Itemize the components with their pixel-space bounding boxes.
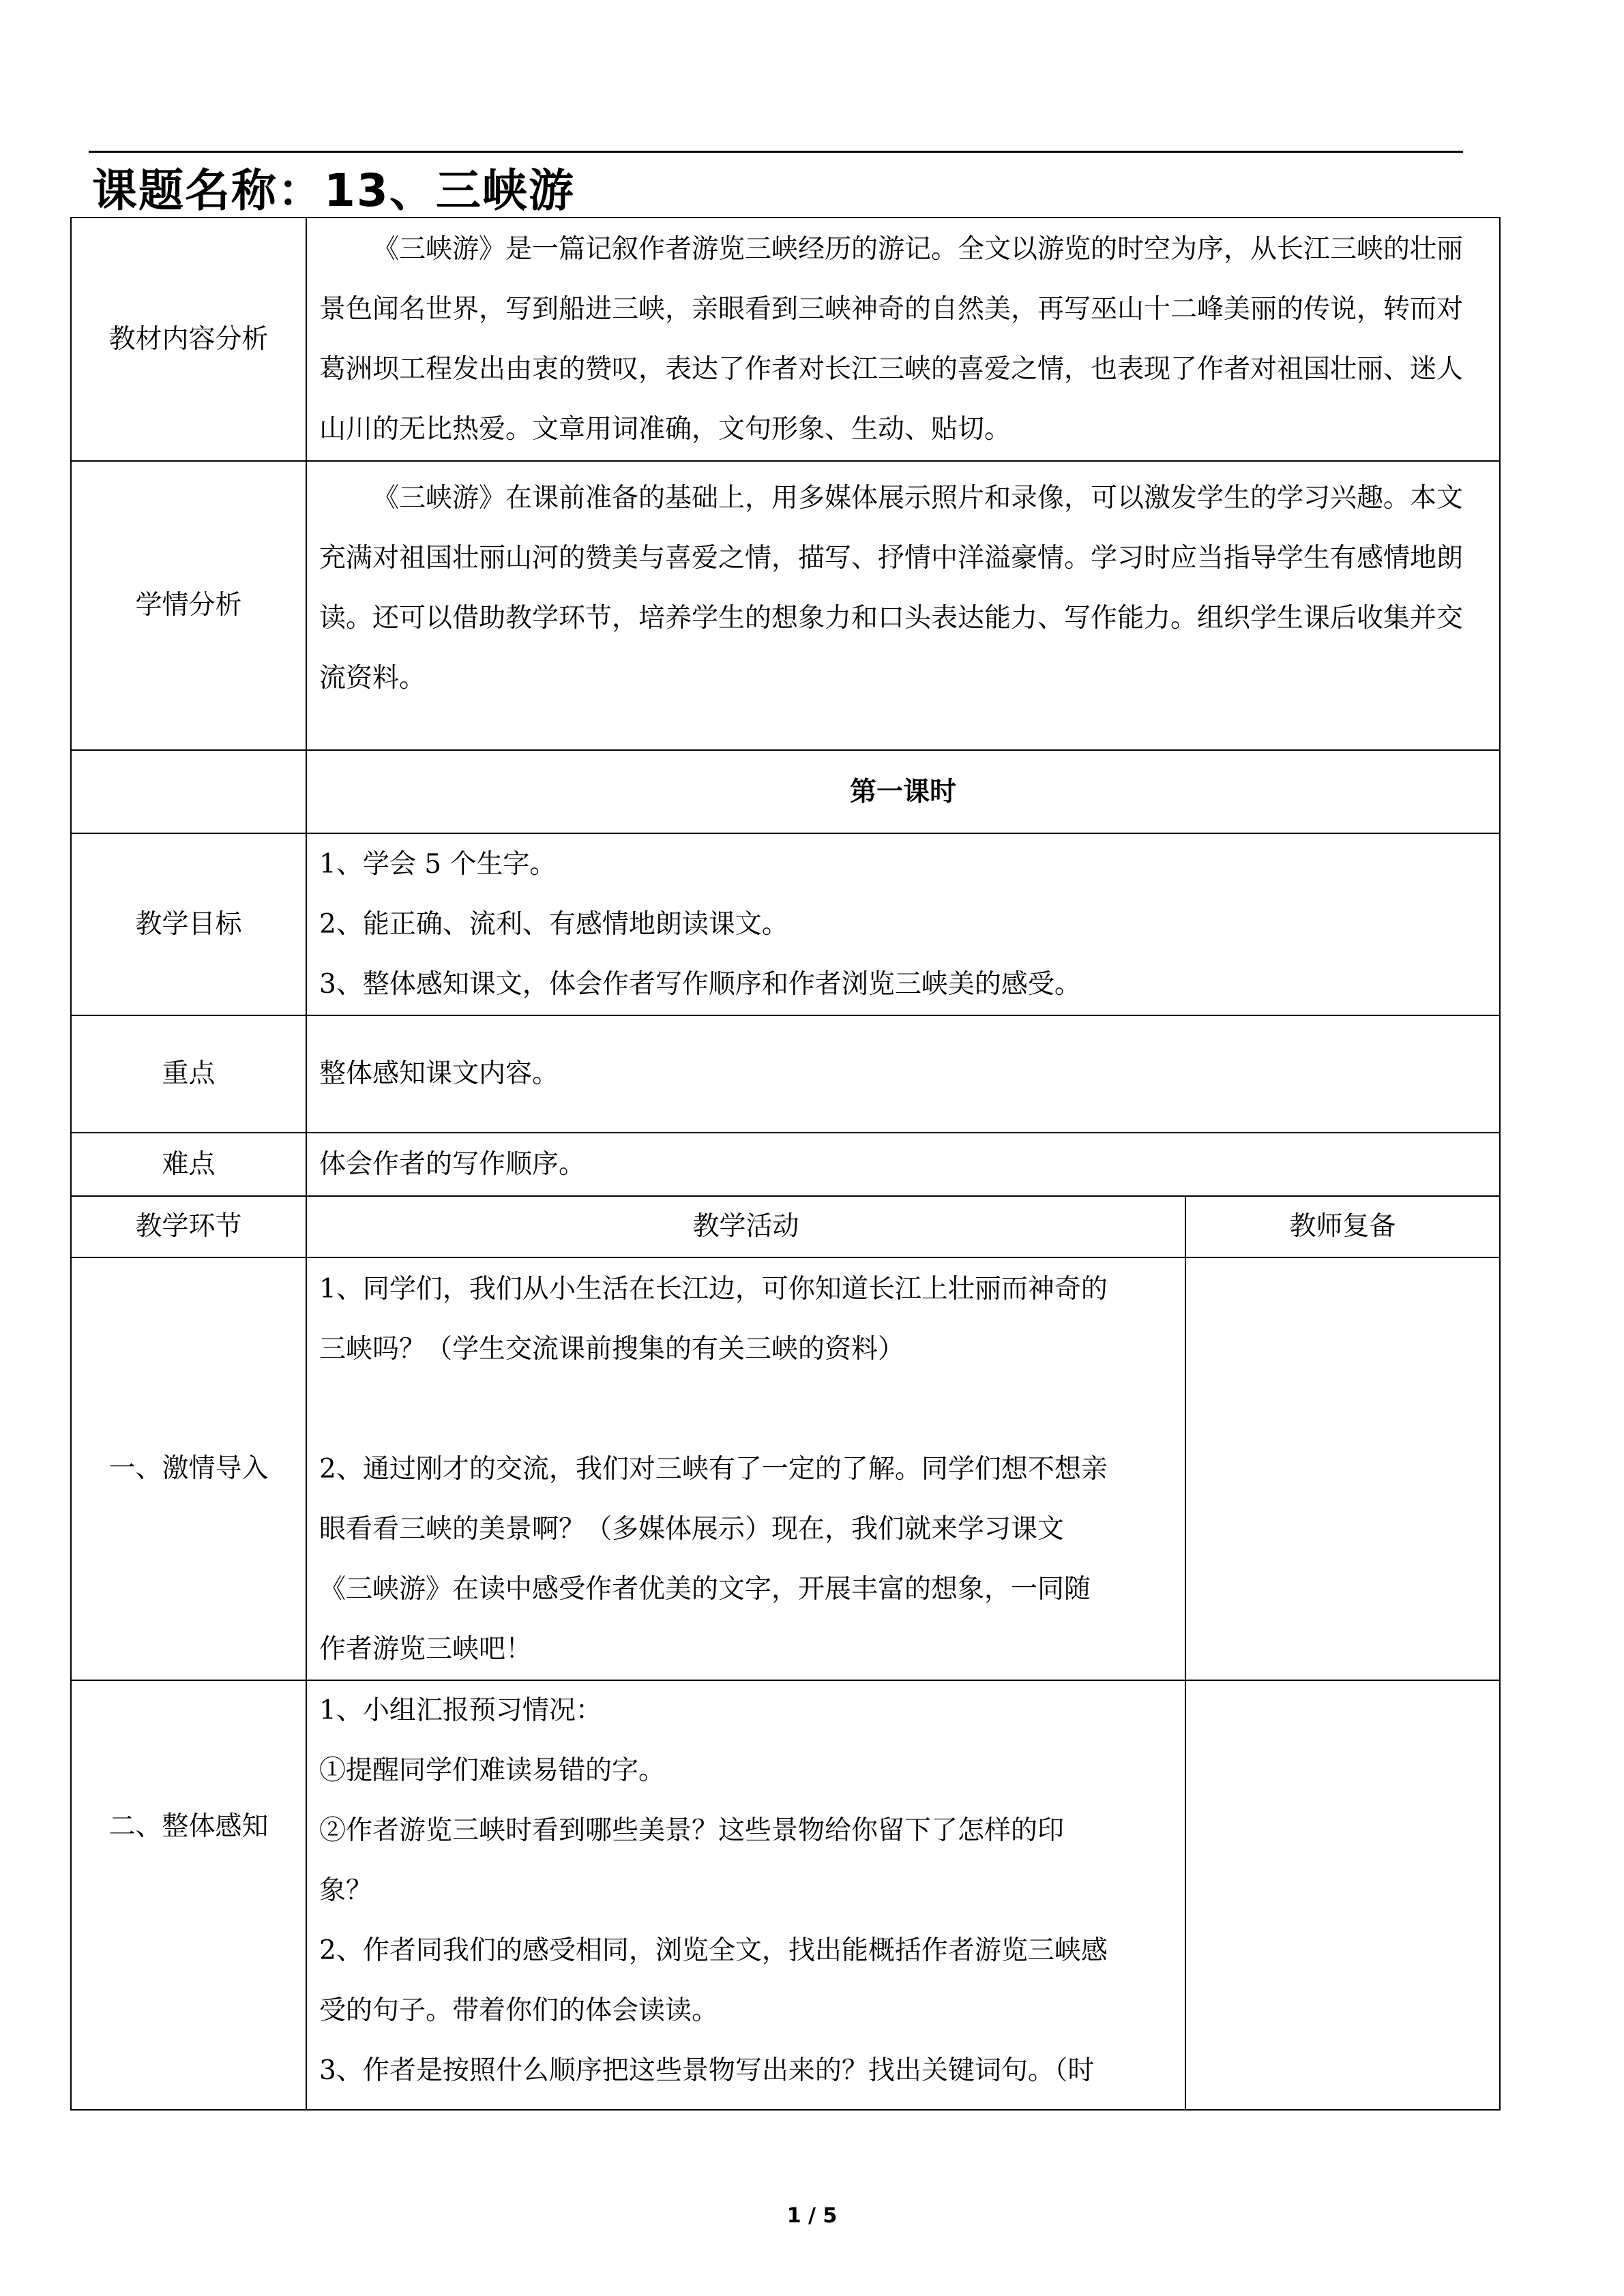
lesson-row (71, 750, 1500, 833)
stage-activity (306, 1257, 1185, 1680)
lesson-title: 第一课时 (306, 750, 1500, 833)
lesson-plan-table (70, 217, 1501, 2111)
header-rule (89, 151, 1463, 153)
activity-line: 3、作者是按照什么顺序把这些景物写出来的？找出关键词句。（时 (319, 2055, 1095, 2086)
column-header-notes: 教师复备 (1185, 1196, 1500, 1257)
goals-row (71, 833, 1500, 1015)
goals-label: 教学目标 (71, 833, 306, 1015)
page-title: 课题名称：13、三峡游 (92, 164, 575, 217)
activity-line: 《三峡游》在读中感受作者优美的文字，开展丰富的想象，一同随 (319, 1574, 1091, 1605)
activity-line: 1、同学们，我们从小生活在长江边，可你知道长江上壮丽而神奇的 (319, 1274, 1108, 1304)
lesson-label (71, 750, 306, 833)
page-number: 1 / 5 (786, 2204, 838, 2228)
stage-label: 二、整体感知 (71, 1680, 306, 2110)
analysis-text: 《三峡游》是一篇记叙作者游览三峡经历的游记。全文以游览的时空为序，从长江三峡的壮丽景色闻名世界，写到船进三峡，亲眼看到三峡神奇的自然美，再写巫山十二峰美丽的传说，转而对葛洲坝工程发出由衷的赞叹，表达了作者对长江三峡的喜爱之情，也表现了作者对祖国壮丽、迷人山川的无比热爱。文章用词准确，文句形象、生动、贴切。 (306, 218, 1500, 461)
column-header-row (71, 1196, 1500, 1257)
activity-line: ①提醒同学们难读易错的字。 (319, 1755, 666, 1786)
goal-item: 1、学会 5 个生字。 (319, 848, 557, 880)
students-row (71, 461, 1500, 750)
activity-line: 受的句子。带着你们的体会读读。 (319, 1995, 719, 2026)
analysis-row (71, 218, 1500, 461)
activity-line: 作者游览三峡吧！ (319, 1634, 533, 1665)
activity-line: 眼看看三峡的美景啊？（多媒体展示）现在，我们就来学习课文 (319, 1514, 1065, 1545)
stage-label: 一、激情导入 (71, 1257, 306, 1680)
key-row (71, 1015, 1500, 1133)
goal-item: 3、整体感知课文，体会作者写作顺序和作者浏览三峡美的感受。 (319, 968, 1081, 1000)
goals-list (306, 833, 1500, 1015)
activity-line: 2、作者同我们的感受相同，浏览全文，找出能概括作者游览三峡感 (319, 1935, 1108, 1966)
analysis-label: 教材内容分析 (71, 218, 306, 461)
column-header-activity: 教学活动 (306, 1196, 1185, 1257)
stage-notes (1185, 1680, 1500, 2110)
stage-row (71, 1680, 1500, 2110)
students-text: 《三峡游》在课前准备的基础上，用多媒体展示照片和录像，可以激发学生的学习兴趣。本文充满对祖国壮丽山河的赞美与喜爱之情，描写、抒情中洋溢豪情。学习时应当指导学生有感情地朗读。还可以借助教学环节，培养学生的想象力和口头表达能力、写作能力。组织学生课后收集并交流资料。 (306, 461, 1500, 750)
difficulty-text: 体会作者的写作顺序。 (306, 1133, 1500, 1196)
activity-line (319, 1380, 1172, 1440)
stage-activity (306, 1680, 1185, 2110)
column-header-stage: 教学环节 (71, 1196, 306, 1257)
stage-notes (1185, 1257, 1500, 1680)
activity-line: 2、通过刚才的交流，我们对三峡有了一定的了解。同学们想不想亲 (319, 1454, 1108, 1485)
difficulty-label: 难点 (71, 1133, 306, 1196)
activity-line: 1、小组汇报预习情况： (319, 1695, 602, 1726)
activity-line: ②作者游览三峡时看到哪些美景？这些景物给你留下了怎样的印 (319, 1815, 1065, 1846)
key-text: 整体感知课文内容。 (306, 1015, 1500, 1133)
key-label: 重点 (71, 1015, 306, 1133)
goal-item: 2、能正确、流利、有感情地朗读课文。 (319, 908, 788, 940)
students-label: 学情分析 (71, 461, 306, 750)
activity-line: 象？ (319, 1875, 373, 1906)
stage-row (71, 1257, 1500, 1680)
difficulty-row (71, 1133, 1500, 1196)
activity-line: 三峡吗？（学生交流课前搜集的有关三峡的资料） (319, 1334, 905, 1365)
